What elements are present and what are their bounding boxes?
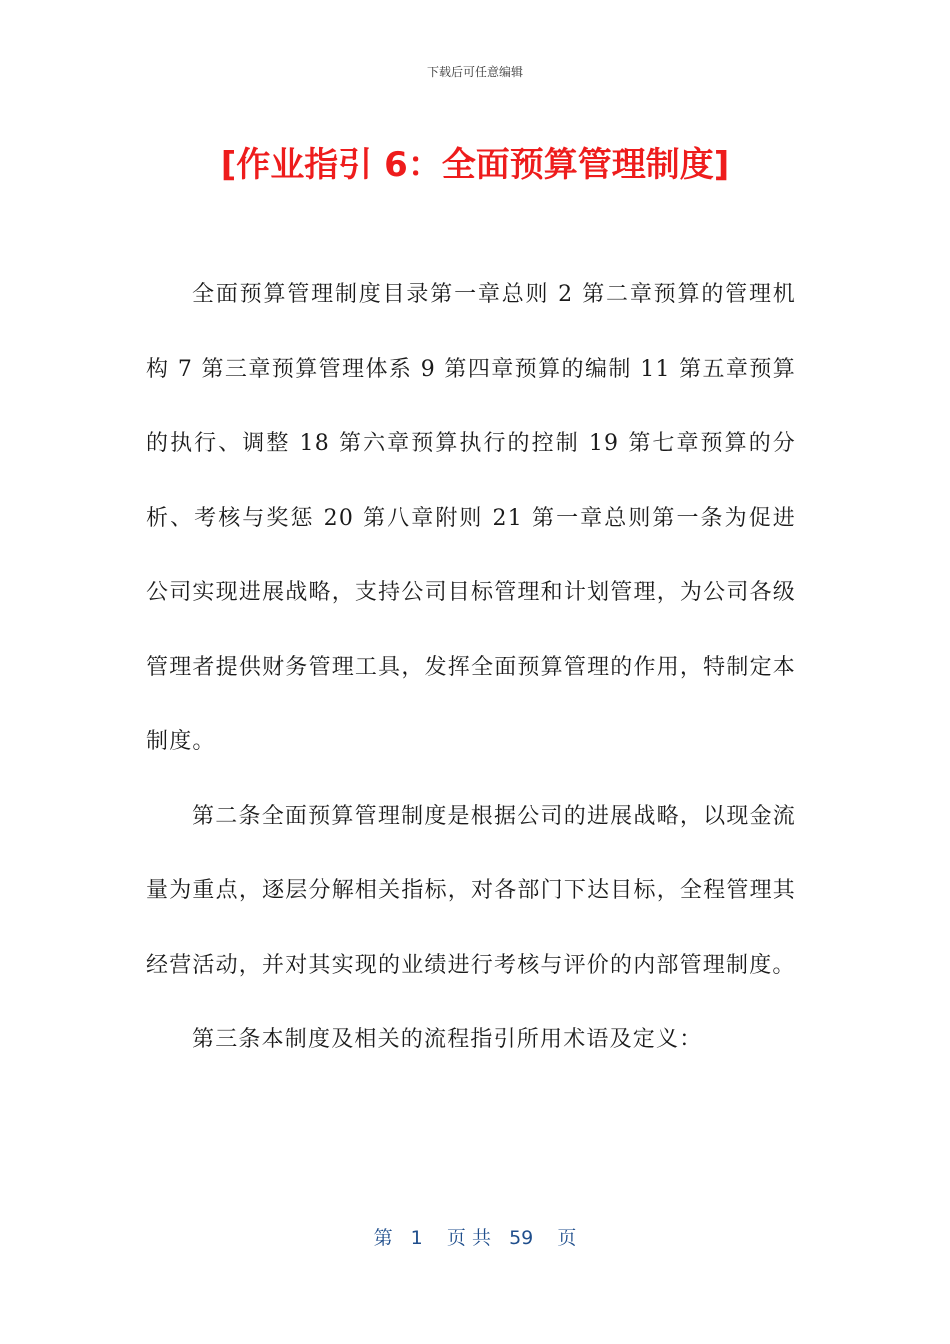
document-body xyxy=(146,258,796,1078)
header-note: 下载后可任意编辑 xyxy=(426,65,523,79)
page-footer: 第 1 页 共 59 页 xyxy=(373,1227,577,1249)
paragraph-1: 全面预算管理制度目录第一章总则 2 第二章预算的管理机构 7 第三章预算管理体系 9 第四章预算的编制 11 第五章预算的执行、调整 18 第六章预算执行的控制 19 第七章预算的分析、考核与奖惩 20 第八章附则 21 第一章总则第一条为促进公司实现进展战略，支持公司目标管理和计划管理，为公司各级管理者提供财务管理工具，发挥全面预算管理的作用，特制定本制度。 xyxy=(146,282,796,754)
paragraph-3: 第三条本制度及相关的流程指引所用术语及定义： xyxy=(192,1027,703,1052)
document-title: [作业指引 6：全面预算管理制度] xyxy=(220,145,730,185)
paragraph-2: 第二条全面预算管理制度是根据公司的进展战略，以现金流量为重点，逐层分解相关指标，对各部门下达目标，全程管理其经营活动，并对其实现的业绩进行考核与评价的内部管理制度。 xyxy=(146,803,796,978)
